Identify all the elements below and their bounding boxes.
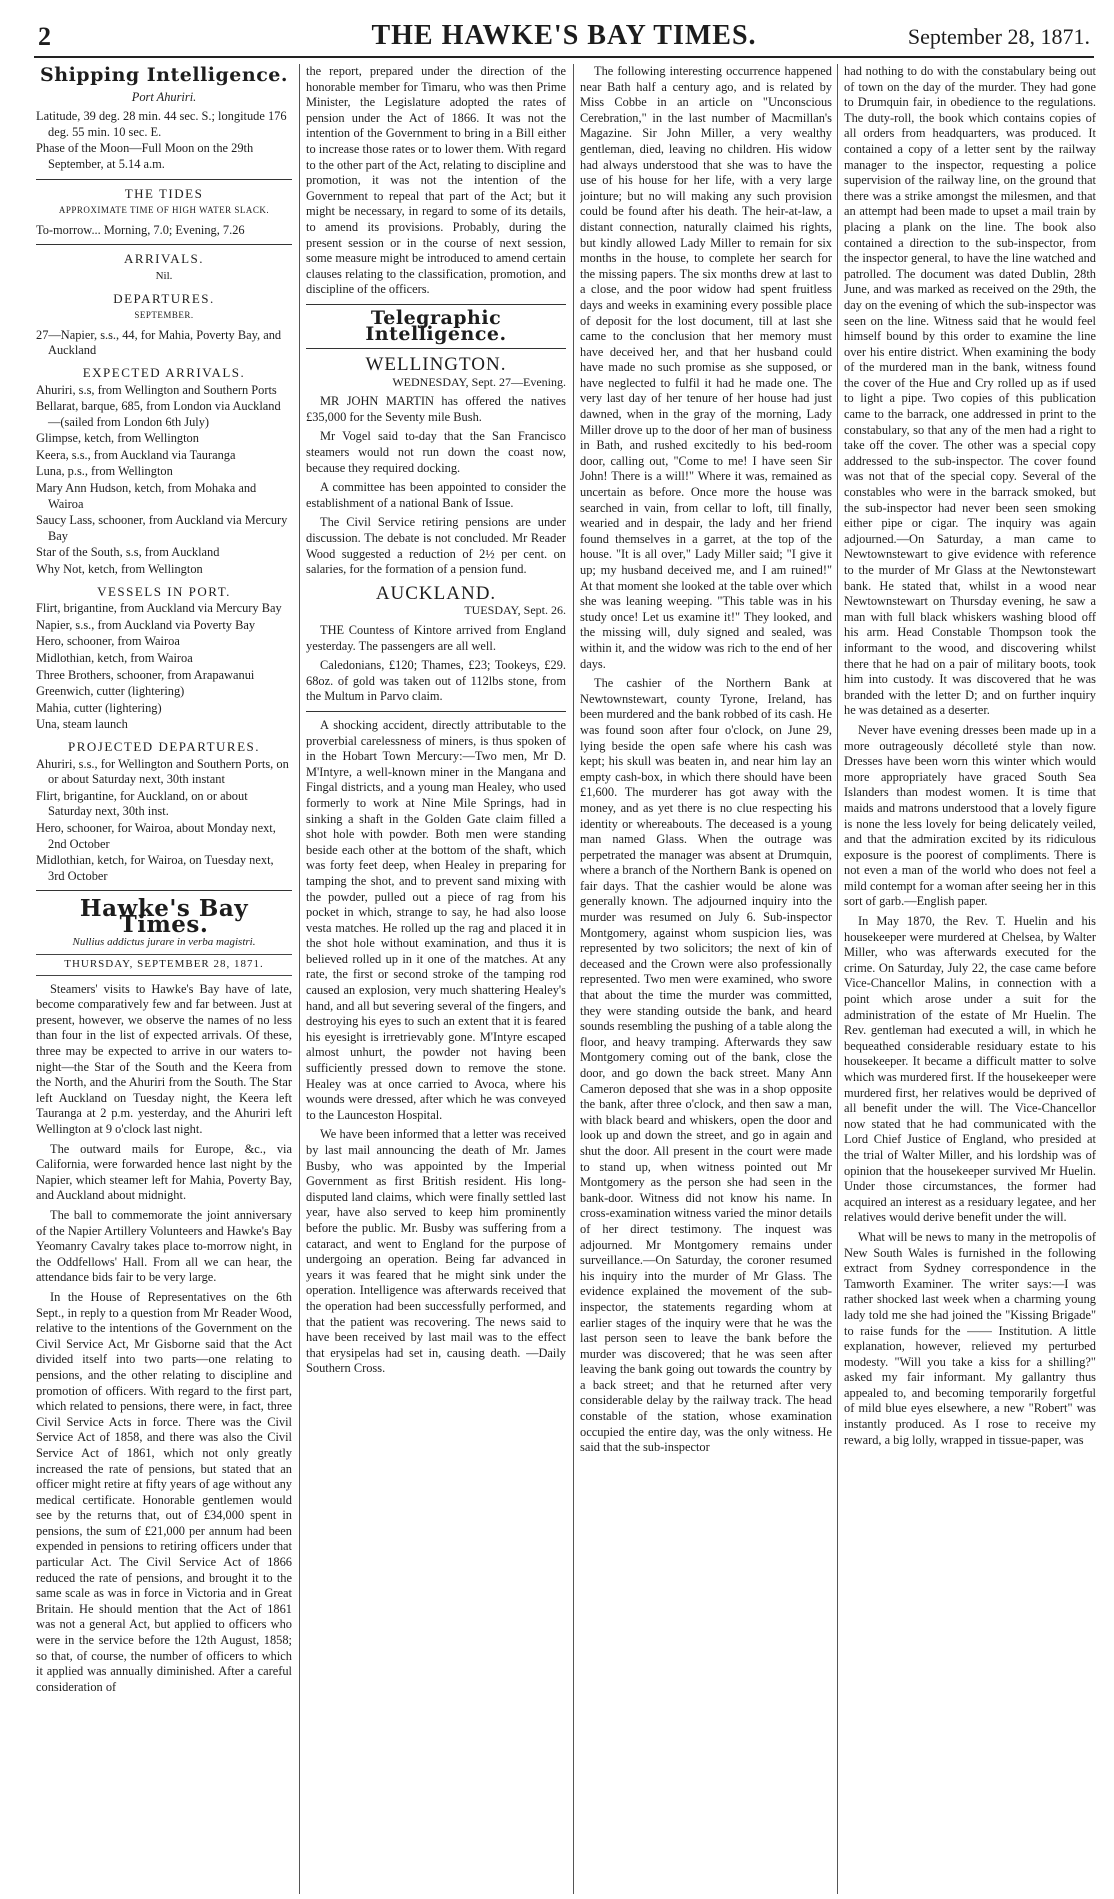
list-item: Star of the South, s.s, from Auckland [36,545,220,560]
list-item: Flirt, brigantine, for Auckland, on or about Saturday next, 30th inst. [36,788,248,819]
paragraph: Caledonians, £120; Thames, £23; Tookeys, £29. 68oz. of gold was taken out of 112lbs stone, from the Multum in Parvo claim. [306,658,566,704]
projected-departures-title: PROJECTED DEPARTURES. [67,738,261,754]
paragraph: A shocking accident, directly attributable to the proverbial carelessness of miners, is thus spoken of in the Hobart Town Mercury:—Two men, Mr D. M'Intyre, a well-known miner in the Mangana and Fingal districts, and a young man Healey, who used formerly to work at Nine Mile Springs, had in sinking a shaft in the Golden Gate claim filled a shot hole with powder. Both men were standing beside each other at the bottom of the shaft, which was forty feet deep, when Healey in preparing for tamping the shot, and to prevent sand mixing with the powder, pulled out a piece of rag from his pocket in which, strange to say, he had also loose vesta matches. He rolled up the rag and placed it in the shot hole without examination, and thus it is believed rolled up in it one of the matches. At any rate, the first or second stroke of the tamping rod caused an explosion, very much shattering Healey's hand, and all but severing several of the fingers, and destroying his eyes to such an extent that it is feared his eyesight is irretrievably gone. M'Intyre escaped almost unhurt, the powder not having been sufficiently pressed down to remove the stone. Healey was at once carried to Avoca, where his wounds were dressed, after which he was conveyed to the Launceston Hospital. [306,717,566,1122]
paragraph: Mr Vogel said to-day that the San Francisco steamers would not run down the coast now, because they required docking. [306,429,566,475]
shipping-heading: Shipping Intelligence. [40,64,288,86]
divider [306,711,566,712]
vessels-in-port-title: VESSELS IN PORT. [97,583,231,599]
paragraph: In May 1870, the Rev. T. Huelin and his housekeeper were murdered at Chelsea, by Walter Miller, who was afterwards executed for the crime. On Saturday, July 22, the case came before Vice-Chancellor Malins, in connection with a point which arose under a suit for the administration of the estate of Mr Huelin. The Rev. gentleman had executed a will, in which he bequeathed considerable residuary estate to his housekeeper. It became a difficult matter to solve which was murdered first. If the housekeeper were murdered first, her relatives would be deprived of all benefit under the will. The Vice-Chancellor now stated that he had communicated with the Lord Chief Justice of England, who presided at the trial of Walter Miller, and his lordship was of opinion that the housekeeper survived Mr Huelin. Under those circumstances, the former had acquired an interest as a residuary legatee, and her relatives would derive benefit under the will. [844,914,1096,1225]
motto: Nullius addictus jurare in verba magistri. [72,935,256,948]
paragraph: THE Countess of Kintore arrived from England yesterday. The passengers are all well. [306,623,566,653]
list-item: Hero, schooner, for Wairoa, about Monday next, 2nd October [36,820,276,851]
wellington-dateline: WEDNESDAY, Sept. 27—Evening. [392,374,566,389]
column-4 [844,64,1096,1894]
list-item: Luna, p.s., from Wellington [36,464,173,479]
divider [306,304,566,305]
port-name: Port Ahuriri. [131,89,197,104]
expected-arrivals-title: EXPECTED ARRIVALS. [82,364,246,380]
paragraph: We have been informed that a letter was received by last mail announcing the death of Mr. James Busby, who was appointed by the Imperial Government as first British resident. His long-disputed land claims, which were finally settled last year, have also served to keep him prominently before the public. Mr. Busby was suffering from a cataract, and went to England for the purpose of undergoing an operation. Being far advanced in years it was feared that he might sink under the operation. Intelligence was afterwards received that the operation had been successfully performed, and that the patient was recovering. The news said to have been received by last mail was to the effect that erysipelas had set in, causing death. —Daily Southern Cross. [306,1127,566,1376]
tides-title: THE TIDES [124,185,204,201]
paragraph: had nothing to do with the constabulary being out of town on the day of the murder. They had gone to Drumquin fair, in obedience to the regulations. The duty-roll, the book which contains copies of all orders from headquarters, was produced. It contained a copy of a letter sent by the railway manager to the inspector, requesting a police supervision of the railway line, on the ground that there was a strike amongst the milesmen, and that an attempt had been made to upset a mail train by placing a plank on the line. The book also contained a direction to the sub-inspector, from the inspector general, to have the line watched and patrolled. The document was dated Dublin, 28th June, and was marked as received on the 29th, the day on the evening of which the sub-inspector was seen on the line. Witness said that he would feel himself bound by this order to examine the line over his entire district. When examining the body of the murdered man in the bank, witness found the cover of the Hue and Cry rolled up as if used to light a pipe. Two copies of this publication came to the barrack, one addressed in print to the constabulary, so that any of the men had a right to take off the cover. The other was a special copy addressed to the sub-inspector. The cover found was not that of the special copy. Several of the constables who were in the barrack smoked, but the sub-inspector had never been seen smoking either pipe or cigar. The inquiry was again adjourned.—On Saturday, a man came to Newtownstewart to give evidence with reference to the murder of Mr Glass at the Newtonstewart bank. He stated that, whilst in a wood near Newtownstewart on Thursday evening, he saw a man with full black whiskers washing blood off his arm. Head Constable Thompson took the informant to the wood, and discovering whilst there that he had on a pair of military boots, took him into custody. It was discovered that he was branded with the letter D; and on further inquiry he was detained as a deserter. [844,64,1096,718]
column-rule [573,64,574,1894]
auckland-heading: AUCKLAND. [375,582,497,604]
departure-entry: 27—Napier, s.s., 44, for Mahia, Poverty Bay, and Auckland [36,327,282,358]
list-item: Ahuriri, s.s., for Wellington and Southern Ports, on or about Saturday next, 30th instant [36,756,289,787]
page-number: 2 [38,22,51,51]
masthead [34,14,1094,58]
list-item: Why Not, ketch, from Wellington [36,562,203,577]
divider [36,179,292,180]
issue-date: September 28, 1871. [907,24,1090,49]
tides-subtitle: APPROXIMATE TIME OF HIGH WATER SLACK. [58,205,270,216]
list-item: Hero, schooner, from Wairoa [36,634,180,649]
paragraph: In the House of Representatives on the 6th Sept., in reply to a question from Mr Reader Wood, relative to the intentions of the Government on the Civil Service Act, Mr Gisborne said that the Act divided itself into two parts—one relating to pensions, and the other relating to discipline and promotion of officers. With regard to the first part, which related to pensions, there were, in fact, three Civil Service Acts in force. There was the Civil Service Act of 1858, and there was also the Civil Service Act of 1861, which not only greatly increased the rate of pensions, but stated that an officer might retire at fifty years of age without any medical certificate. Honorable gentlemen would see by the returns that, out of £34,000 spent in pensions, the sum of £21,000 per annum had been expended in pensions to retiring officers under that particular Act. The Civil Service Act of 1866 reduced the rate of pensions, and brought it to the same scale as was in force in Victoria and in Great Britain. He should mention that the Act of 1861 was not a general Act, but applied to officers who were in the service before the 12th August, 1858; so that, of course, the number of officers to which it applied was annually diminished. After a careful consideration of [36,1289,292,1694]
list-item: Glimpse, ketch, from Wellington [36,431,199,446]
paragraph: The Civil Service retiring pensions are under discussion. The debate is not concluded. Mr Reader Wood suggested a reduction of 2½ per cent. on salaries, for the formation of a pension fund. [306,515,566,577]
list-item: Bellarat, barque, 685, from London via Auckland—(sailed from London 6th July) [36,399,281,429]
list-item: Ahuriri, s.s, from Wellington and Southern Ports [36,382,277,397]
paragraph: A committee has been appointed to consider the establishment of a national Bank of Issue. [306,480,566,510]
list-item: Mary Ann Hudson, ketch, from Mohaka and Wairoa [36,481,257,511]
paragraph: The following interesting occurrence happened near Bath half a century ago, and is related by Miss Cobbe in an article on "Unconscious Cerebration," in the last number of Macmillan's Magazine. Sir John Miller, a very wealthy gentleman, died, leaving no children. His widow had always understood that she was to have the use of his house for her life, with a very large jointure; but no will making any such provision could be found after his death. The heir-at-law, a distant connection, naturally claimed his rights, but kindly allowed Lady Miller to remain for six months in the house, to complete her search for the missing papers. The six months drew at last to a close, and the poor widow had spent fruitless days and weeks in examining every possible place of deposit for the lost document, till at last she came to the conclusion that her memory must have deceived her, and that her husband could have made no such promise as she supposed, or have neglected to fulfil it had he made one. The very last day of her tenure of her house had just dawned, when in the gray of the morning, Lady Miller drove up to the door of her man of business in Bath, and rushed excitedly to his bed-room door, calling out, "Come to me! I have seen Sir John! There is a will!" Where it was, remained as uncertain as before. Once more the house was searched in vain, from cellar to loft, till finally, wearied and in despair, the lady and her friend found themselves in a garret, at the top of the house. "It is all over," Lady Miller said; "I give it up; my husband deceived me, and I am ruined!" At that moment she looked at the table over which she was leaning weeping. "This table was in his study once! Let us examine it!" They looked, and the missing will, duly signed and sealed, was within it, and the widow was rich to the end of her days. [580,64,832,671]
leader-dateline: THURSDAY, SEPTEMBER 28, 1871. [36,954,292,976]
list-item: Midlothian, ketch, for Wairoa, on Tuesday next, 3rd October [36,853,274,883]
paragraph: The ball to commemorate the joint anniversary of the Napier Artillery Volunteers and Hawke's Bay Yeomanry Cavalry takes place to-morrow night, in the Oddfellows' Hall. From all we can hear, the attendance bids fair to be very large. [36,1208,292,1285]
list-item: Mahia, cutter (lightering) [36,700,162,715]
departures-title: DEPARTURES. [113,290,215,306]
departures-month: SEPTEMBER. [134,310,194,321]
telegraphic-heading: Telegraphic Intelligence. [365,306,507,345]
column-rule [837,64,838,1894]
paragraph: the report, prepared under the direction of the honorable member for Timaru, who was then Prime Minister, the Legislature adopted the rates of pension under the Act of 1866. It was not the intention of the Government to bring in a Bill either to increase those rates or to lower them. With regard to the other part of the Act, relating to discipline and promotion, it was not the intention of the Government to repeal that part of the Act; but it might be necessary, in regard to some of its details, to amend its provisions. Probably, during the present session or in the course of next session, some measure might be introduced to amend certain clauses relating to the classification, promotion, and discipline of the officers. [306,64,566,297]
newspaper-title: THE HAWKE'S BAY TIMES. [371,20,757,51]
coordinates: Latitude, 39 deg. 28 min. 44 sec. S.; longitude 176 deg. 55 min. 10 sec. E. [36,109,287,139]
moon-phase: Phase of the Moon—Full Moon on the 29th September, at 5.14 a.m. [36,141,254,171]
leader-title: Hawke's Bay Times. [79,895,249,938]
tides-line: To-morrow... Morning, 7.0; Evening, 7.26 [36,222,245,237]
divider [36,890,292,891]
paragraph: MR JOHN MARTIN has offered the natives £35,000 for the Seventy mile Bush. [306,394,566,424]
column-rule [299,64,300,1894]
paragraph: What will be news to many in the metropolis of New South Wales is furnished in the following extract from Sydney correspondence in the Tamworth Examiner. The writer says:—I was rather shocked last week when a charming young lady told me she had joined the "Kissing Brigade" to raise funds for the —— Institution. A little explanation, however, relieved my perturbed modesty. "Will you take a kiss for a shilling?" asked my fair informant. My gallantry thus appealed to, and becoming temporarily forgetful of mild blue eyes elsewhere, a new "Robert" was instantly produced. As I rose to receive my reward, a big lolly, wrapped in tissue-paper, was [844,1229,1096,1447]
list-item: Midlothian, ketch, from Wairoa [36,651,193,665]
divider [306,348,566,349]
list-item: Una, steam launch [36,717,128,732]
arrivals-title: ARRIVALS. [123,251,205,267]
paragraph: Steamers' visits to Hawke's Bay have of late, become comparatively few and far between. Just at present, however, we observe the names of no less than four in the list of expected arrivals. Of these, three may be expected to arrive in our waters to-night—the Star of the South and the Keera from the North, and the Ahuriri from the South. The Star left Auckland on Tuesday night, the Keera left Tauranga at 2 p.m. yesterday, and the Ahuriri left Wellington at 9 o'clock last night. [36,981,292,1137]
column-1 [36,64,292,1894]
list-item: Napier, s.s., from Auckland via Poverty Bay [36,617,256,632]
list-item: Three Brothers, schooner, from Arapawanui [36,667,255,682]
list-item: Keera, s.s., from Auckland via Tauranga [36,447,236,462]
list-item: Greenwich, cutter (lightering) [36,684,185,699]
auckland-dateline: TUESDAY, Sept. 26. [464,603,566,618]
column-2 [306,64,566,1894]
paragraph: The outward mails for Europe, &c., via California, were forwarded hence last night by the Napier, which steamer left for Mahia, Poverty Bay, and Auckland about midnight. [36,1141,292,1203]
column-3 [580,64,832,1894]
divider [36,244,292,245]
paragraph: The cashier of the Northern Bank at Newtownstewart, county Tyrone, Ireland, has been murdered and the bank robbed of its cash. He was found soon after four o'clock, on June 29, lying beside the open safe where his cash was kept; his skull was beaten in, and near him lay an empty cash-box, in which there should have been £1,600. The murderer has got away with the money, and as yet there is no clue respecting his identity or whereabouts. The deceased is a young man named Glass. When the outrage was perpetrated the manager was absent at Drumquin, where a branch of the Northern Bank is opened on fair days. That the cashier would be alone was generally known. The adjourned inquiry into the murder was resumed on July 6. Sub-inspector Montgomery, against whom suspicion lies, was represented by two solicitors; the next of kin of deceased and the Crown were also professionally represented. Two men were examined, who swore that about the time the murder was committed, they were standing outside the bank, and heard sounds resembling the pushing of a table along the floor, and heavy tramping. Afterwards they saw Montgomery coming out of the bank, close the door, and go down the back street. Many Ann Cameron deposed that she was in a shop opposite the bank, after three o'clock, and then saw a man, with black beard and whiskers, open the door and look up and down the street, and go in again and shut the door. All present in the court were made to stand up, when witness pointed out Mr Montgomery as the person she had seen in the bank-door. Witness did not know his name. In cross-examination witness varied the minor details of her direct testimony. The inquest was adjourned. Mr Montgomery remains under surveillance.—On Saturday, the coroner resumed his inquiry into the murder of Mr Glass. The evidence explained the movement of the sub-inspector, the statements regarding whom at earlier stages of the inquiry were that he was the last person seen to leave the bank before the murder was discovered; that he was seen after leaving the bank going out towards the country by a back street; and that he returned after very considerable delay by the railway track. The head constable of the station, whose examination occupied the entire day, was the only witness. He said that the sub-inspector [580,676,832,1455]
list-item: Flirt, brigantine, from Auckland via Mercury Bay [36,601,282,616]
paragraph: Never have evening dresses been made up in a more outrageously décolleté style than now. Dresses have been worn this winter which would more appropriately have graced South Sea Islanders than modest women. It is time that maids and matrons understood that a lovely figure is none the less lovely for being delicately veiled, and that the admiration excited by its ridiculous exposure is the poorest of compliments. There is not even a man of the world who does not feel a mild contempt for a woman after seeing her in this sort of garb.—English paper. [844,722,1096,909]
wellington-heading: WELLINGTON. [365,354,507,376]
list-item: Saucy Lass, schooner, from Auckland via Mercury Bay [36,513,288,543]
arrivals-nil: Nil. [155,269,173,282]
